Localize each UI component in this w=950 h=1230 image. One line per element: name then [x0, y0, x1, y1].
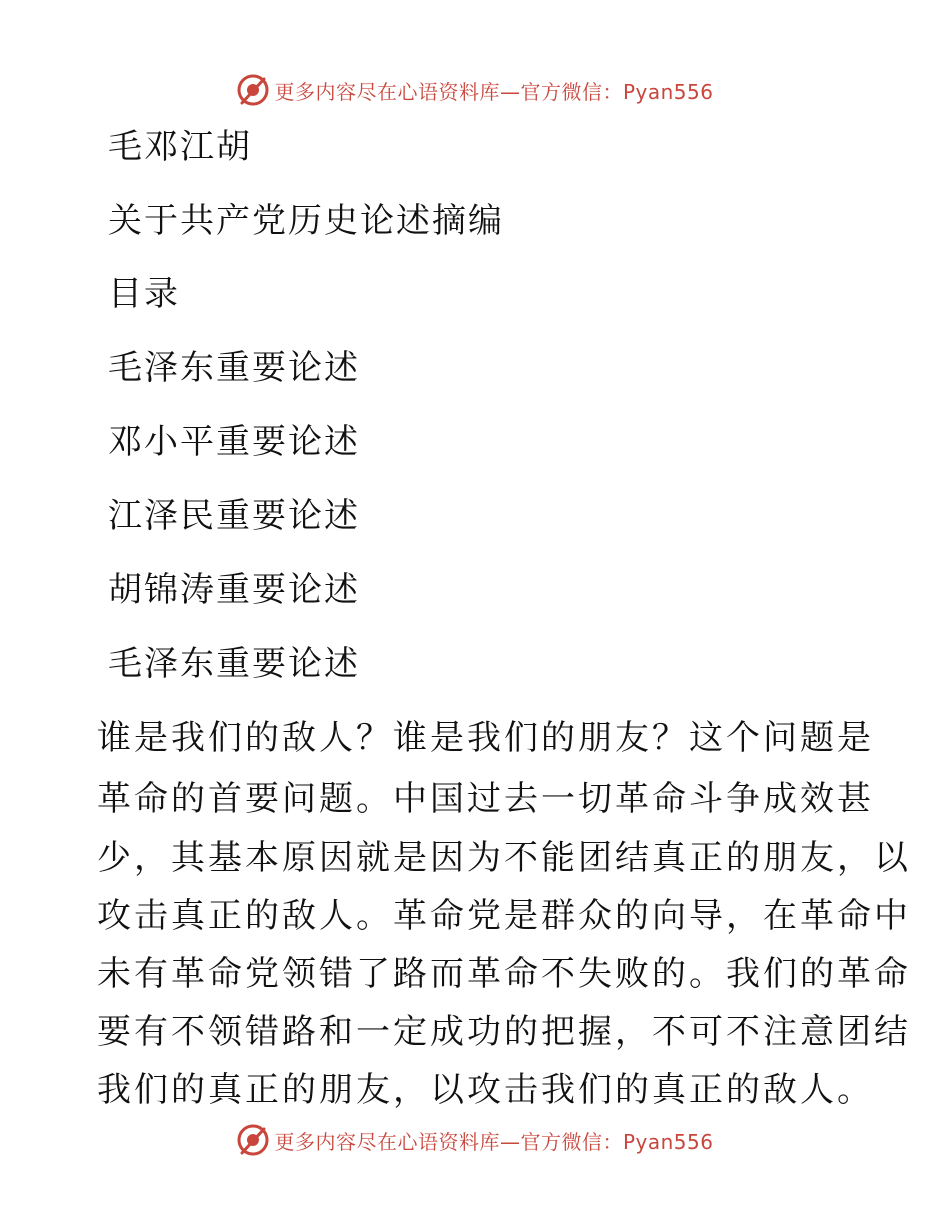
paragraph-line: 要有不领错路和一定成功的把握，不可不注意团结	[97, 1012, 911, 1052]
paragraph-line: 少，其基本原因就是因为不能团结真正的朋友，以	[97, 838, 911, 878]
logo-icon	[236, 1123, 270, 1157]
paragraph-line: 革命的首要问题。中国过去一切革命斗争成效甚	[97, 779, 874, 819]
paragraph-line: 我们的真正的朋友，以攻击我们的真正的敌人。	[97, 1070, 874, 1110]
paragraph-line: 未有革命党领错了路而革命不失败的。我们的革命	[97, 954, 911, 994]
footer-watermark	[0, 1120, 950, 1160]
toc-item: 毛泽东重要论述	[108, 348, 360, 388]
logo-icon	[236, 73, 270, 107]
paragraph-line: 谁是我们的敌人？谁是我们的朋友？这个问题是	[97, 718, 874, 758]
section-heading: 毛泽东重要论述	[108, 644, 360, 684]
toc-item: 胡锦涛重要论述	[108, 570, 360, 610]
authors-line: 毛邓江胡	[108, 127, 252, 167]
paragraph-line: 攻击真正的敌人。革命党是群众的向导，在革命中	[97, 896, 911, 936]
header-watermark	[0, 70, 950, 110]
header-watermark-text: 更多内容尽在心语资料库—官方微信：Pyan556	[274, 79, 714, 104]
footer-watermark-text: 更多内容尽在心语资料库—官方微信：Pyan556	[274, 1129, 714, 1154]
toc-item: 邓小平重要论述	[108, 422, 360, 462]
toc-heading: 目录	[108, 274, 180, 314]
document-title: 关于共产党历史论述摘编	[108, 201, 504, 241]
toc-item: 江泽民重要论述	[108, 496, 360, 536]
